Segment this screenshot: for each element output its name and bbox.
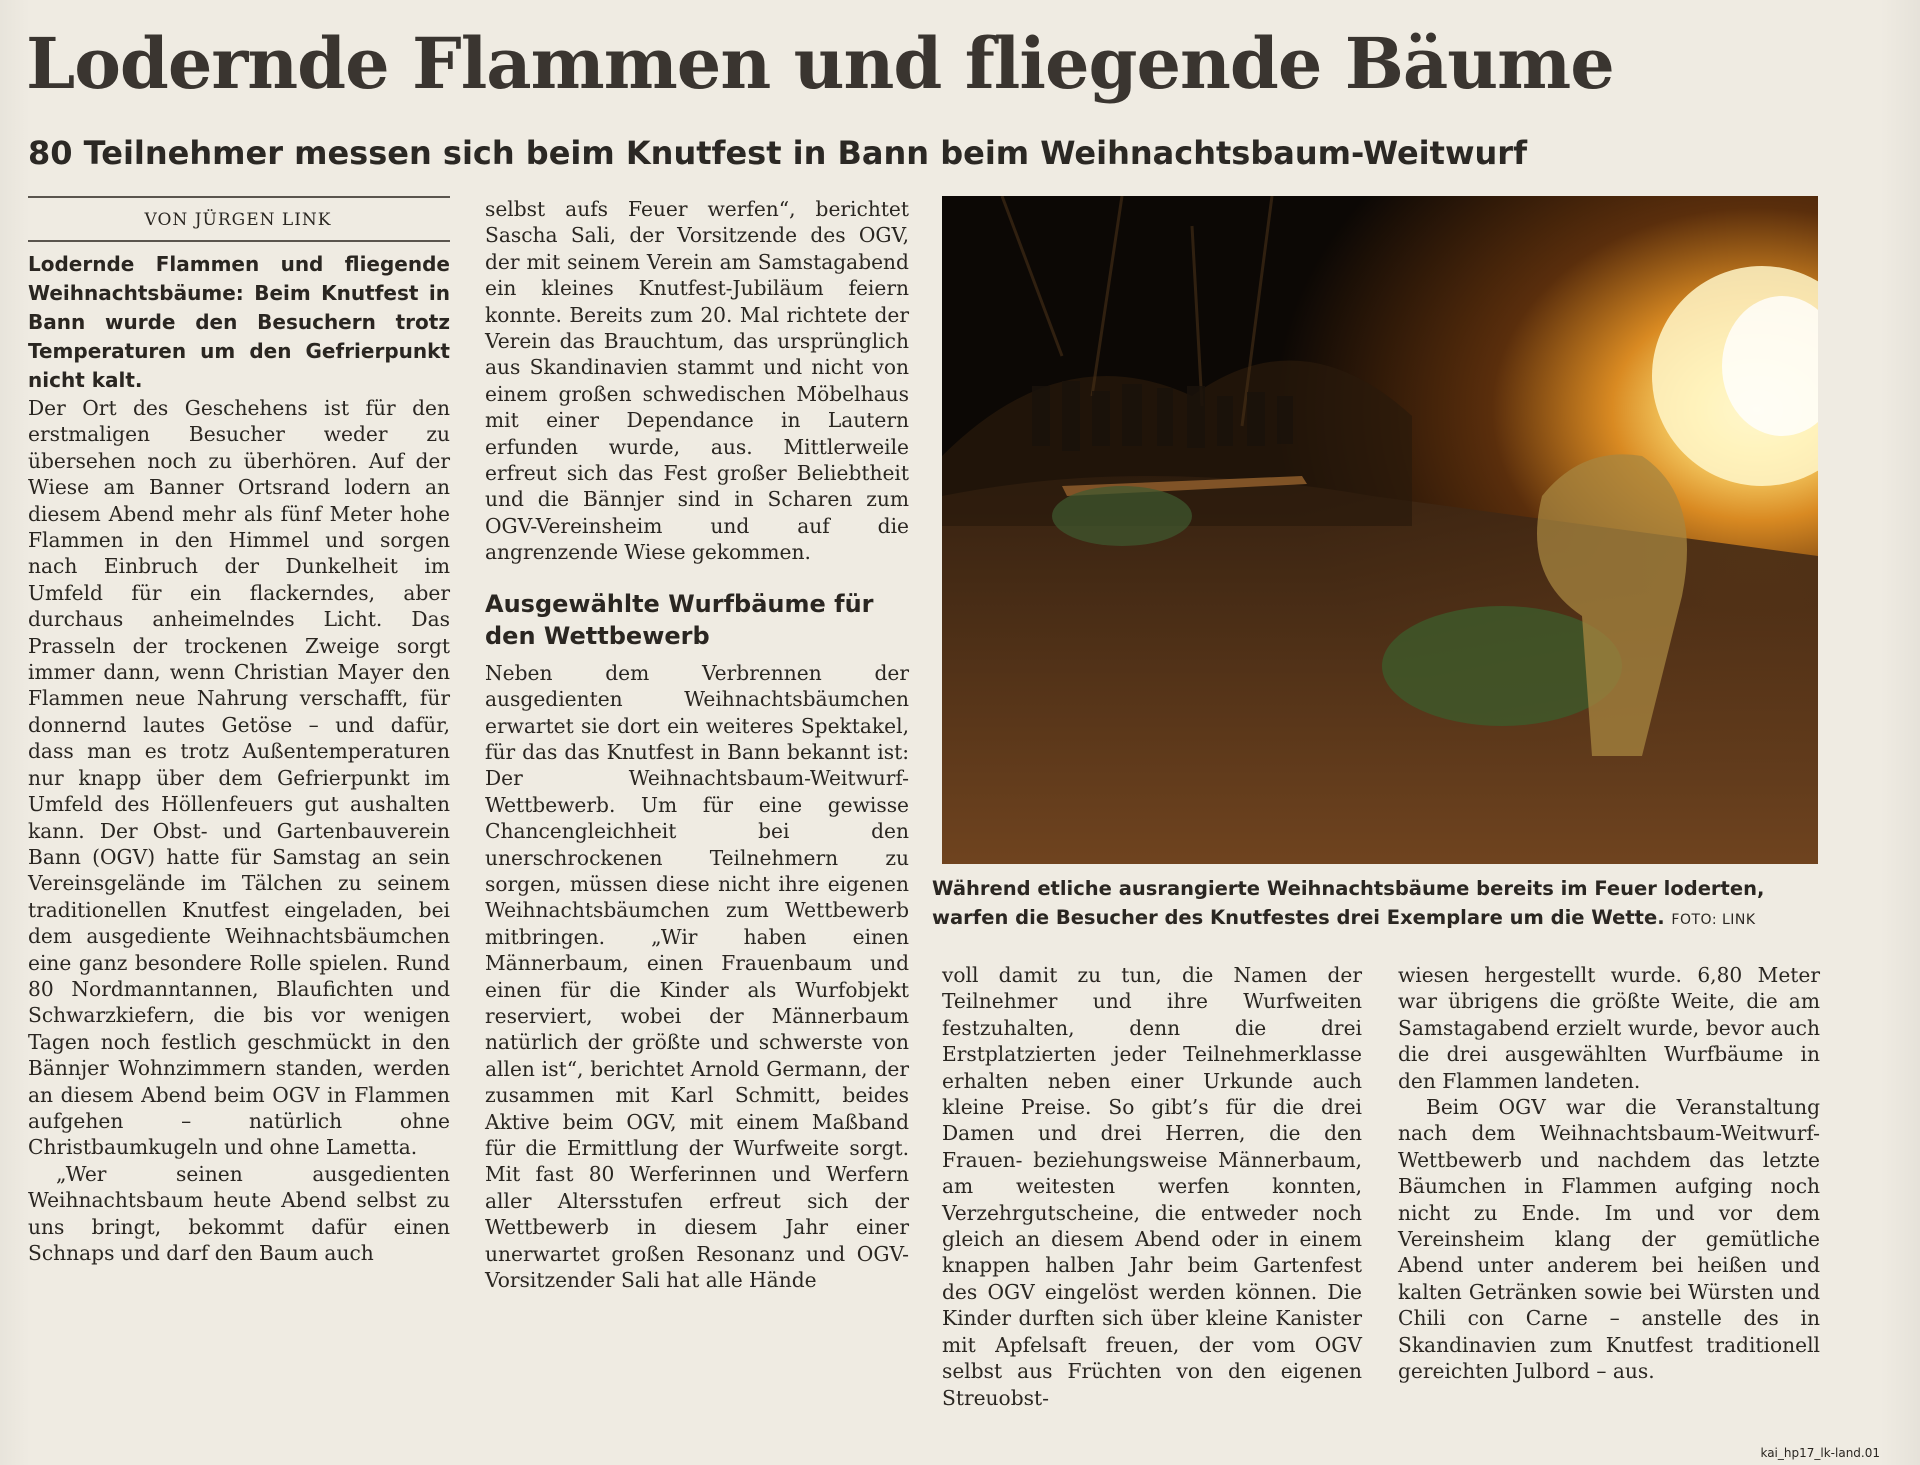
paragraph: wiesen hergestellt wurde. 6,80 Meter war übrigens die größte Weite, die am Samstagabend erzielt wurde, bevor auch die drei ausgewählten Wurfbäume in den Flammen landeten.: [1398, 963, 1820, 1093]
article-column-3: [942, 962, 1362, 1411]
article-column-4: [1398, 962, 1820, 1385]
article-column-1: [28, 250, 450, 1266]
byline-bottom-rule: [28, 240, 450, 242]
photo-credit: FOTO: LINK: [1671, 912, 1756, 928]
subheadline: 80 Teilnehmer messen sich beim Knutfest in Bann beim Weihnachtsbaum-Weitwurf: [28, 134, 1527, 172]
footer-page-code: kai_hp17_lk-land.01: [1760, 1446, 1880, 1460]
paragraph: Der Ort des Geschehens ist für den erstmaligen Besucher weder zu übersehen noch zu überhören. Auf der Wiese am Banner Ortsrand lodern an diesem Abend mehr als fünf Meter hohe Flammen in den Himmel und sorgen nach Einbruch der Dunkelheit im Umfeld für ein flackerndes, aber durchaus anheimelndes Licht. Das Prasseln der trockenen Zweige sorgt immer dann, wenn Christian Mayer den Flammen neue Nahrung verschafft, für donnernd lautes Getöse – und dafür, dass man es trotz Außentemperaturen nur knapp über dem Gefrierpunkt im Umfeld des Höllenfeuers gut aushalten kann. Der Obst- und Gartenbauverein Bann (OGV) hatte für Samstag an sein Vereinsgelände im Tälchen zu seinem traditionellen Knutfest eingeladen, bei dem ausgediente Weihnachtsbäumchen eine ganz besondere Rolle spielen. Rund 80 Nordmanntannen, Blaufichten und Schwarzkiefern, die bis vor wenigen Tagen noch festlich geschmückt in den Bännjer Wohnzimmern standen, werden an diesem Abend beim OGV in Flammen aufgehen – natürlich ohne Christbaumkugeln und ohne Lametta.: [28, 396, 450, 1160]
lead-paragraph: Lodernde Flammen und fliegende Weihnachtsbäume: Beim Knutfest in Bann wurde den Besuchern trotz Temperaturen um den Gefrierpunkt nicht kalt.: [28, 252, 450, 392]
headline: Lodernde Flammen und fliegende Bäume: [26, 22, 1614, 105]
crosshead: Ausgewählte Wurfbäume für den Wettbewerb: [485, 589, 874, 650]
byline: VON JÜRGEN LINK: [144, 210, 332, 230]
event-photo: [942, 196, 1818, 864]
byline-top-rule: [28, 196, 450, 198]
photo-caption: [932, 874, 1822, 935]
paragraph: selbst aufs Feuer werfen“, berichtet Sascha Sali, der Vorsitzende des OGV, der mit seinem Verein am Samstagabend ein kleines Knutfest-Jubiläum feiern konnte. Bereits zum 20. Mal richtete der Verein das Brauchtum, das ursprünglich aus Skandinavien stammt und nicht von einem großen schwedischen Möbelhaus mit einer Dependance in Lautern erfunden wurde, aus. Mittlerweile erfreut sich das Fest großer Beliebtheit und die Bännjer sind in Scharen zum OGV-Vereinsheim und auf die angrenzende Wiese gekommen.: [485, 197, 909, 565]
caption-text: Während etliche ausrangierte Weihnachtsbäume bereits im Feuer loderten, warfen die Besucher des Knutfestes drei Exemplare um die Wette.: [932, 877, 1765, 929]
paragraph: „Wer seinen ausgedienten Weihnachtsbaum heute Abend selbst zu uns bringt, bekommt dafür einen Schnaps und darf den Baum auch: [28, 1161, 450, 1265]
article-column-2: [485, 196, 909, 1293]
paragraph: Neben dem Verbrennen der ausgedienten Weihnachtsbäumchen erwartet sie dort ein weiteres Spektakel, für das das Knutfest in Bann bekannt ist: Der Weihnachtsbaum-Weitwurf-Wettbewerb. Um für eine gewisse Chancengleichheit bei den unerschrockenen Teilnehmern zu sorgen, müssen diese nicht ihre eigenen Weihnachtsbäumchen zum Wettbewerb mitbringen. „Wir haben einen Männerbaum, einen Frauenbaum und einen für die Kinder als Wurfobjekt reserviert, wobei der Männerbaum natürlich der größte und schwerste von allen ist“, berichtet Arnold Germann, der zusammen mit Karl Schmitt, beides Aktive beim OGV, mit einem Maßband für die Ermittlung der Wurfweite sorgt. Mit fast 80 Werferinnen und Werfern aller Altersstufen erfreut sich der Wettbewerb in diesem Jahr einer unerwartet großen Resonanz und OGV-Vorsitzender Sali hat alle Hände: [485, 660, 909, 1293]
bonfire-photo-illustration: [942, 196, 1818, 864]
paragraph: voll damit zu tun, die Namen der Teilnehmer und ihre Wurfweiten festzuhalten, denn die drei Erstplatzierten jeder Teilnehmerklasse erhalten neben einer Urkunde auch kleine Preise. So gibt’s für die drei Damen und drei Herren, die den Frauen- beziehungsweise Männerbaum, am weitesten werfen konnten, Verzehrgutscheine, die entweder noch gleich an diesem Abend oder in einem knappen halben Jahr beim Gartenfest des OGV eingelöst werden können. Die Kinder durften sich über kleine Kanister mit Apfelsaft freuen, der vom OGV selbst aus Früchten von den eigenen Streuobst-: [942, 963, 1362, 1410]
paragraph: Beim OGV war die Veranstaltung nach dem Weihnachtsbaum-Weitwurf-Wettbewerb und nachdem das letzte Bäumchen in Flammen aufging noch nicht zu Ende. Im und vor dem Vereinsheim klang der gemütliche Abend unter anderem bei heißen und kalten Getränken sowie bei Würsten und Chili con Carne – anstelle des in Skandinavien zum Knutfest traditionell gereichten Julbord – aus.: [1398, 1095, 1820, 1384]
